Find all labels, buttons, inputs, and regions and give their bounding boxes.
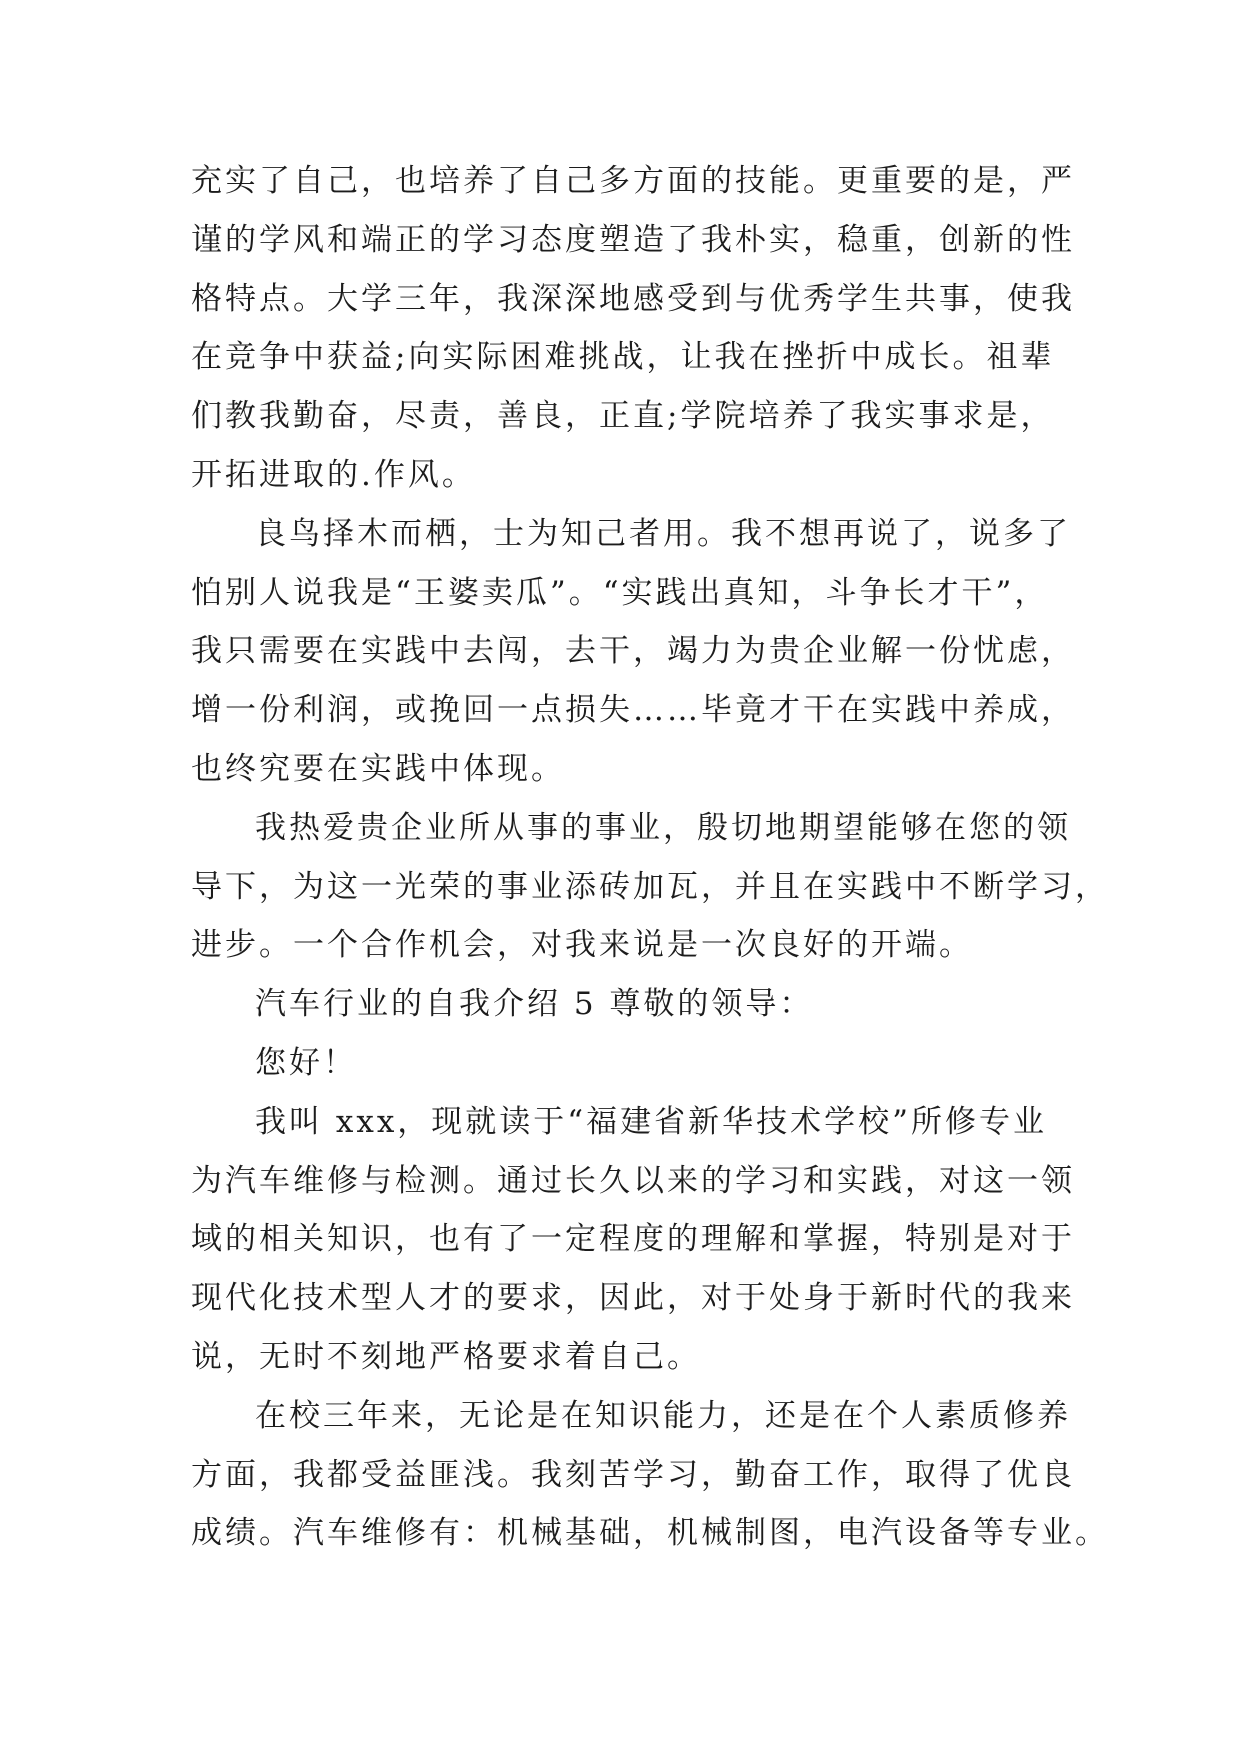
text-line: 为汽车维修与检测。通过长久以来的学习和实践，对这一领 [191,1162,1075,1199]
paragraph-first-line: 在校三年来，无论是在知识能力，还是在个人素质修养 [255,1397,1071,1434]
text-line: 也终究要在实践中体现。 [191,750,565,787]
text-line: 说，无时不刻地严格要求着自己。 [191,1338,701,1375]
paragraph-first-line: 您好！ [255,1044,357,1081]
paragraph-first-line: 汽车行业的自我介绍 5 尊敬的领导： [255,986,814,1023]
paragraph-first-line: 我叫 xxx，现就读于“福建省新华技术学校”所修专业 [255,1103,1047,1140]
text-line: 们教我勤奋，尽责，善良，正直;学院培养了我实事求是， [191,398,1055,435]
text-line: 格特点。大学三年，我深深地感受到与优秀学生共事，使我 [191,280,1075,317]
document-body [191,152,1109,1563]
text-line: 充实了自己，也培养了自己多方面的技能。更重要的是，严 [191,163,1075,199]
text-line: 怕别人说我是“王婆卖瓜”。“实践出真知，斗争长才干”， [191,574,1049,611]
text-line: 我只需要在实践中去闯，去干，竭力为贵企业解一份忧虑， [191,633,1075,670]
text-line: 进步。一个合作机会，对我来说是一次良好的开端。 [191,927,973,964]
text-line: 导下，为这一光荣的事业添砖加瓦，并且在实践中不断学习， [191,868,1109,905]
text-line: 在竞争中获益;向实际困难挑战，让我在挫折中成长。祖辈 [191,339,1055,376]
paragraph-first-line: 良鸟择木而栖，士为知己者用。我不想再说了，说多了 [255,515,1071,552]
text-line: 方面，我都受益匪浅。我刻苦学习，勤奋工作，取得了优良 [191,1456,1075,1493]
text-line: 谨的学风和端正的学习态度塑造了我朴实，稳重，创新的性 [191,221,1075,258]
text-line: 现代化技术型人才的要求，因此，对于处身于新时代的我来 [191,1280,1075,1317]
text-line: 开拓进取的.作风。 [191,456,476,493]
paragraph-first-line: 我热爱贵企业所从事的事业，殷切地期望能够在您的领 [255,809,1071,846]
text-line: 成绩。汽车维修有：机械基础，机械制图，电汽设备等专业。 [191,1515,1109,1552]
text-line: 域的相关知识，也有了一定程度的理解和掌握，特别是对于 [191,1221,1075,1258]
text-line: 增一份利润，或挽回一点损失……毕竟才干在实践中养成， [191,692,1075,729]
